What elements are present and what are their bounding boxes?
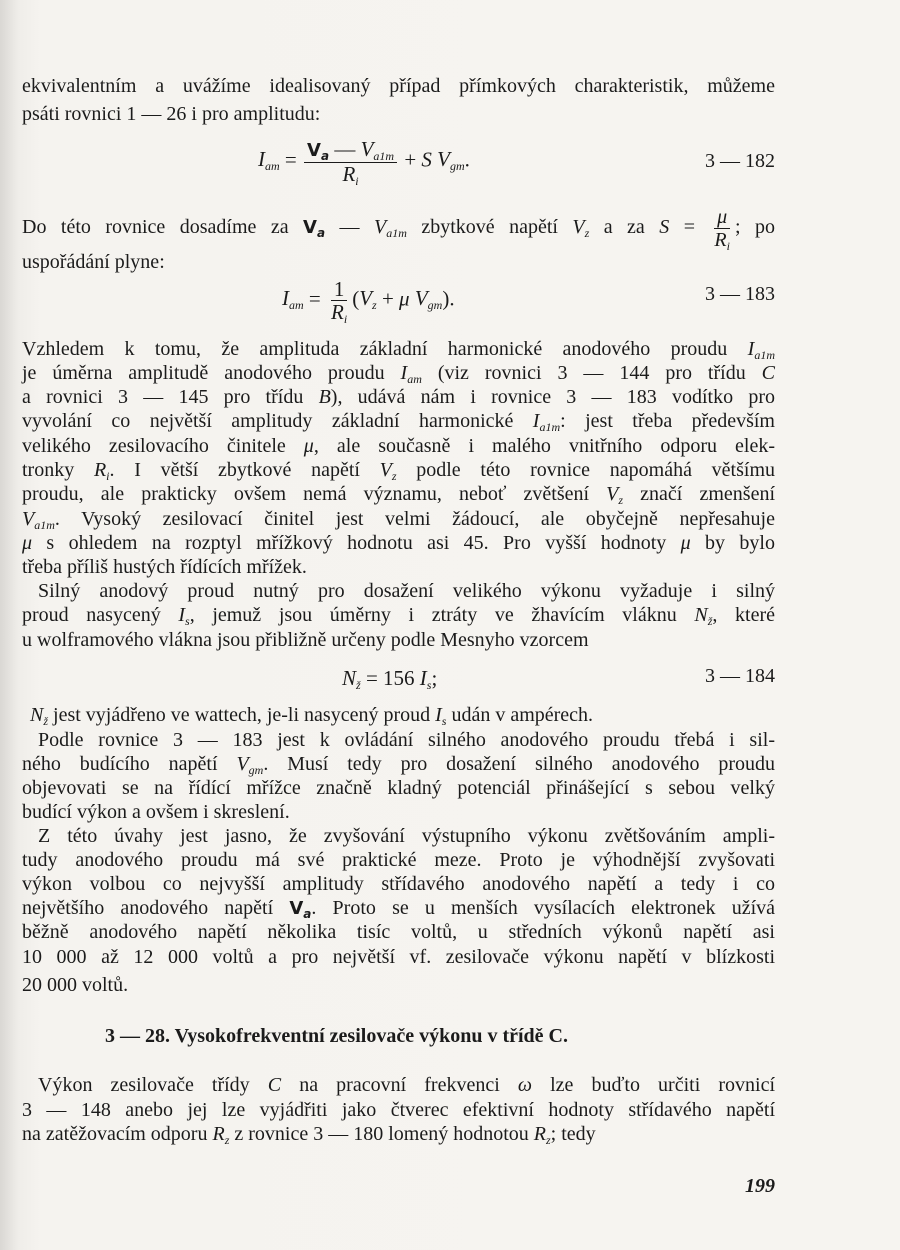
text-line [22,385,775,409]
text-run: a rovnici 3 — 145 pro třídu [22,386,319,408]
text-run: . Proto se u menších vysílacích elektronek užívá [311,897,776,919]
text-line [22,920,775,944]
equation-number: 3 — 184 [705,665,775,687]
math-symbol: $I_s$ [178,604,190,628]
text-run: ), udává nám i rovnice 3 — 183 vodítko pro [330,386,775,408]
text-run: budící výkon a ovšem i skreslení. [22,801,290,823]
text-run: tronky [22,459,94,481]
equation-3-184 [342,666,437,691]
math-symbol: $V_{gm}$ [414,286,443,313]
text-run: zbytkové napětí [406,216,573,239]
math-symbol: $N_ž$ [30,704,49,728]
text-run: = [303,286,327,311]
math-symbol: $I_{am}$ [282,286,304,313]
math-symbol: $R_z$ [533,1123,551,1147]
text-run: objevovati se na řídící mřížce značně kladný potenciál přinášející s sebou velký [22,777,775,799]
text-run: . I větší zbytkové napětí [109,459,380,481]
text-run: = 156 [360,666,420,690]
math-symbol: $R_i$ [93,459,110,483]
text-run: 20 000 voltů. [22,974,129,996]
text-run: ekvivalentním a uvážíme idealisovaný případ přímkových charakteristik, můžeme [22,75,775,97]
text-run: třeba příliš hustých řídících mřížek. [22,556,307,578]
math-symbol: $V_{gm}$ [236,753,264,777]
text-run: : jest třeba především [560,410,775,432]
math-symbol: $V_a$ [307,140,330,163]
text-run: u wolframového vlákna jsou přibližně určeny podle Mesnyho vzorcem [22,629,589,651]
math-symbol: $V_z$ [572,216,590,241]
text-run: jest vyjádřeno ve wattech, je-li nasycený proud [48,704,436,726]
text-line [22,1098,775,1122]
math-symbol: $I_s$ [419,666,432,692]
text-run: proud nasycený [22,604,179,626]
math-symbol: μ [717,206,728,228]
text-run: s ohledem na rozptyl mřížkový hodnotu asi 45. Pro vyšší hodnoty [32,532,681,554]
math-symbol: $I_{am}$ [400,362,422,386]
text-line [38,728,775,752]
text-run: běžně anodového napětí několika tisíc voltů, u středních výkonů napětí asi [22,921,775,943]
text-line [22,628,775,652]
text-line [22,434,775,458]
text-run: psáti rovnici 1 — 26 i pro amplitudu: [22,103,321,125]
math-symbol: $I_{a1m}$ [747,338,775,362]
math-symbol: μ [303,435,314,457]
text-run: proudu, ale prakticky ovšem nemá významu, neboť zvětšení [22,483,607,505]
text-run: , které [712,604,775,626]
text-run: je úměrna amplitudě anodového proudu [22,362,401,384]
text-run: , ale současně i malého vnitřního odporu elek- [313,435,775,457]
text-line [22,507,775,531]
math-symbol: $N_ž$ [694,604,713,628]
math-symbol: μ [22,532,33,554]
text-run: udán v ampérech. [446,704,594,726]
text-run: — [325,216,374,239]
text-run: 3 — 148 anebo jej lze vyjádřiti jako čtverec efektivní hodnoty střídavého napětí [22,1099,775,1121]
math-symbol: $V_{a1m}$ [360,137,395,163]
text-line [22,752,775,776]
text-line [22,102,775,126]
math-symbol: $V_{a1m}$ [373,216,407,241]
text-line [22,973,775,997]
text-run: ; po [734,216,775,239]
text-run: Z této úvahy jest jasno, že zvyšování výstupního výkonu zvětšováním ampli- [38,825,775,847]
fraction-denominator [328,300,350,326]
text-run: . Vysoký zesilovací činitel jest velmi žádoucí, ale obyčejně nepřesahuje [54,508,775,530]
math-symbol: $V_{gm}$ [437,147,465,174]
math-symbol: $V_z$ [359,286,377,313]
text-line [38,579,775,603]
text-line [22,555,775,579]
text-run: 10 000 až 12 000 voltů a pro největší vf. zesilovače výkonu napětí v blízkosti [22,946,775,968]
fraction-numerator [331,278,348,301]
fraction-denominator [711,229,733,251]
math-fraction [711,206,733,251]
fraction-numerator [714,206,730,229]
math-symbol: C [267,1074,282,1096]
text-run: Do této rovnice dosadíme za [22,216,304,239]
text-line [38,824,775,848]
text-line [22,848,775,872]
text-run: výkon volbou co nejvyšší amplitudy střídavého anodového napětí a tedy i co [22,873,775,895]
text-run: . [464,147,470,172]
text-run: velikého zesilovacího činitele [22,435,304,457]
text-line [22,206,775,251]
math-fraction [328,277,350,326]
math-symbol: ω [517,1074,532,1096]
text-run: tudy anodového proudu má své praktické meze. Proto je výhodnější zvyšovati [22,849,775,871]
math-symbol: S [421,147,432,172]
text-run: největšího anodového napětí [22,897,290,919]
text-run: = [669,216,710,239]
section-heading: 3 — 28. Vysokofrekventní zesilovače výkonu v třídě C. [105,1025,568,1047]
text-line [22,1122,775,1146]
text-line [22,409,775,433]
text-run: + [399,147,422,172]
text-run: + [376,286,400,311]
equation-3-183 [282,277,455,326]
text-line [22,250,775,274]
text-run: vyvolání co největší amplitudy základní harmonické [22,410,533,432]
text-run: na zatěžovacím odporu [22,1123,213,1145]
math-symbol: $V_a$ [303,217,326,241]
math-symbol: $V_{a1m}$ [22,508,55,532]
text-run: a za [589,216,660,239]
text-run: značí zmenšení [623,483,775,505]
math-symbol: μ [680,532,691,554]
text-run: . Musí tedy pro dosažení silného anodového proudu [263,753,776,775]
text-line [22,945,775,969]
math-symbol: $N_ž$ [342,666,361,692]
text-line [22,872,775,896]
math-symbol: S [659,216,670,239]
math-symbol: $R_i$ [342,162,359,188]
text-line [22,776,775,800]
text-run: — [329,137,361,161]
text-line [22,531,775,555]
math-symbol: μ [399,286,410,311]
text-run: 1 [333,277,345,301]
text-run: ného budícího napětí [22,753,237,775]
math-symbol: $I_{a1m}$ [532,410,561,434]
text-run: Vzhledem k tomu, že amplituda základní harmonické anodového proudu [22,338,748,360]
text-line [22,361,775,385]
math-symbol: $I_s$ [435,704,447,728]
math-symbol: $R_i$ [331,300,348,326]
text-run: uspořádání plyne: [22,251,165,273]
equation-number: 3 — 182 [705,150,775,172]
text-line [22,896,775,921]
text-run: ( [352,286,360,311]
equation-3-182 [258,137,470,188]
math-symbol: B [318,386,331,408]
math-fraction [304,137,397,188]
text-run: = [279,147,303,172]
text-run: (viz rovnici 3 — 144 pro třídu [421,362,762,384]
text-run: Podle rovnice 3 — 183 jest k ovládání silného anodového proudu třebá i sil- [38,729,775,751]
text-run: na pracovní frekvenci [281,1074,518,1096]
math-symbol: $I_{am}$ [258,147,280,174]
text-line [22,458,775,482]
fraction-denominator [339,162,361,188]
text-line [22,603,775,627]
text-line [22,800,775,824]
math-symbol: $R_i$ [714,229,730,253]
math-symbol: $V_z$ [379,459,397,483]
fraction-numerator [304,138,397,163]
text-run: Silný anodový proud nutný pro dosažení velikého výkonu vyžaduje i silný [38,580,775,602]
text-run: ). [442,286,455,311]
equation-number: 3 — 183 [705,283,775,305]
text-run: ; tedy [550,1123,596,1145]
math-symbol: C [761,362,775,384]
text-run: Výkon zesilovače třídy [38,1074,268,1096]
text-run: ; [431,666,438,690]
text-run: z rovnice 3 — 180 lomený hodnotou [229,1123,534,1145]
text-line [22,74,775,98]
text-run: podle této rovnice napomáhá většímu [396,459,775,481]
text-line [38,1073,775,1097]
text-line [30,703,783,727]
text-line [22,482,775,506]
text-line [22,337,775,361]
text-run: , jemuž jsou úměrny i ztráty ve žhavícím vláknu [189,604,695,626]
page-number: 199 [745,1175,775,1197]
math-symbol: $R_z$ [212,1123,230,1147]
text-run: by bylo [690,532,775,554]
math-symbol: $V_z$ [606,483,624,507]
math-symbol: $V_a$ [289,898,312,921]
text-run: lze buďto určiti rovnicí [531,1074,776,1096]
